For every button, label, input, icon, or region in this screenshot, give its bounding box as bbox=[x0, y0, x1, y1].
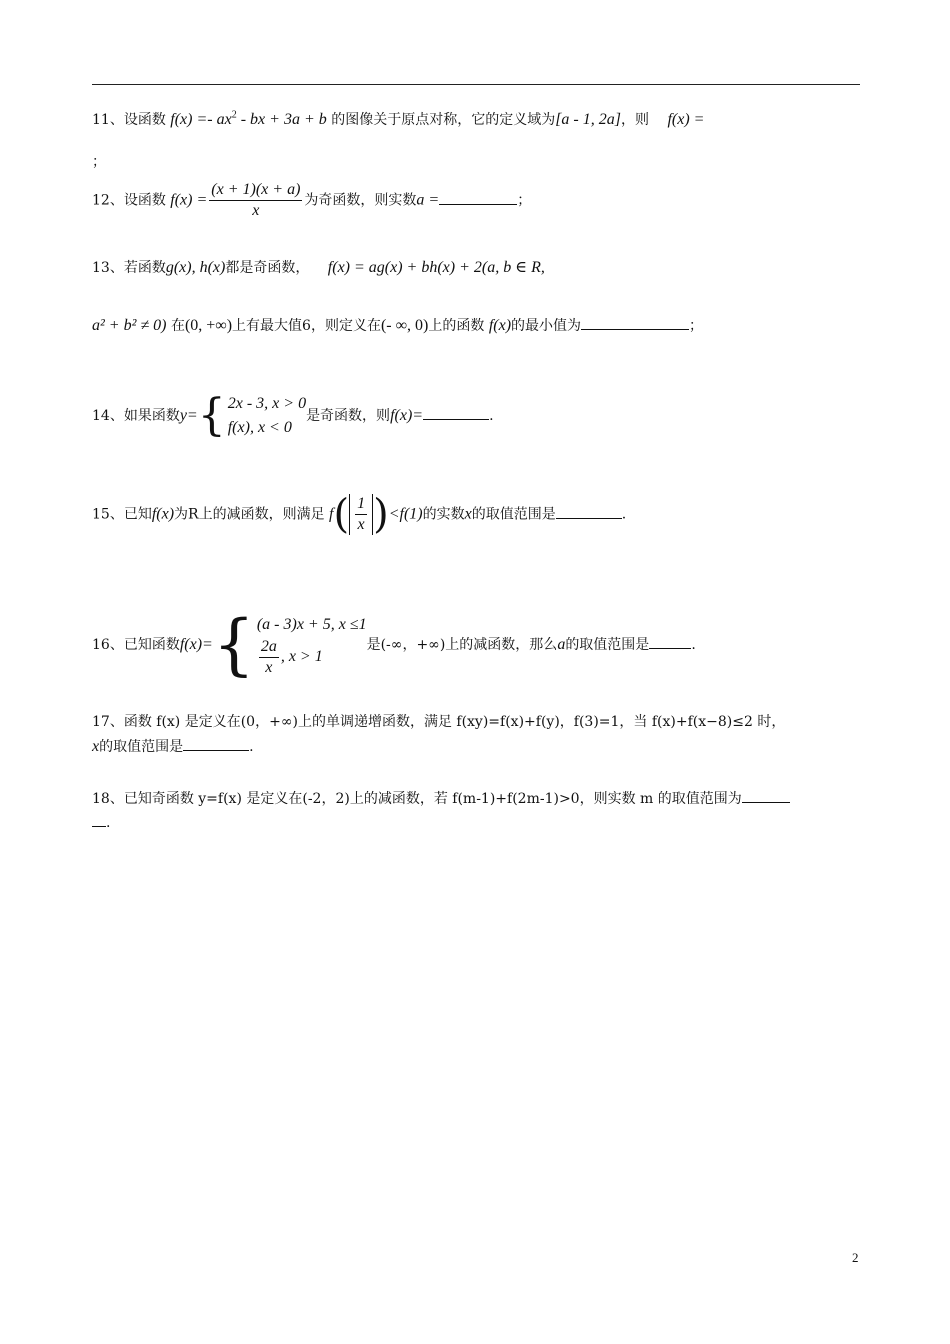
question-18-line-1: 18、已知奇函数 y=f(x) 是定义在(-2，2)上的减函数，若 f(m-1)+f(2m-1)>0，则实数 m 的取值范围为 bbox=[92, 788, 790, 809]
q12-number: 12、设函数 bbox=[92, 192, 166, 209]
q16-answer-blank[interactable] bbox=[649, 634, 691, 649]
q16-piecewise: { (a - 3)x + 5, x ≤1 $\frac{2a}{x}$ , x > 1 bbox=[212, 606, 367, 683]
q11-ask: f(x) = bbox=[667, 111, 705, 128]
question-13-line-1: 13、若函数g(x), h(x)都是奇函数， f(x) = ag(x) + bh(x) + 2(a, b ∈ R, bbox=[92, 259, 545, 276]
q12-text: 为奇函数，则实数 bbox=[304, 192, 417, 209]
q15-answer-blank[interactable] bbox=[556, 504, 622, 519]
question-18-line-2: . bbox=[92, 812, 110, 833]
q11-number: 11、设函数 bbox=[92, 112, 166, 128]
q18-answer-blank-cont[interactable] bbox=[92, 812, 106, 827]
q11-function: $f(x) =- ax^2$ - bx + 3a + b bbox=[170, 109, 327, 128]
q12-ask: a = bbox=[416, 191, 440, 209]
q11-domain: [a - 1, 2a] bbox=[555, 111, 621, 128]
q12-answer-blank[interactable] bbox=[439, 190, 517, 205]
question-16: 16、已知函数f(x)= { (a - 3)x + 5, x ≤1 $\frac{2a}{x}$ , x > 1 是(-∞，+∞)上的减函数，那么a的取值范围是 . bbox=[92, 606, 696, 683]
q12-fraction: $\frac{(x + 1)(x + a)}{x}$ bbox=[211, 181, 301, 219]
page-number: 2 bbox=[852, 1250, 859, 1265]
q17-answer-blank[interactable] bbox=[183, 736, 249, 751]
question-17-line-2: x的取值范围是 . bbox=[92, 738, 254, 755]
q14-piecewise: { 2x - 3, x > 0 f(x), x < 0 bbox=[197, 390, 307, 441]
question-14: 14、如果函数y= { 2x - 3, x > 0 f(x), x < 0 是奇函数，则f(x)= . bbox=[92, 390, 494, 441]
question-11 bbox=[92, 110, 704, 130]
q18-answer-blank[interactable] bbox=[742, 788, 790, 803]
q13-answer-blank[interactable] bbox=[581, 315, 689, 330]
question-15: 15、已知f(x)为R上的减函数，则满足 f( $\frac{1}{x}$ )<f(1)的实数x的取值范围是 . bbox=[92, 491, 627, 538]
q12-lhs: f(x) = bbox=[170, 191, 208, 209]
q11-end: ； bbox=[92, 154, 106, 170]
question-12 bbox=[92, 180, 531, 221]
q11-then: ，则 bbox=[620, 112, 649, 128]
header-rule bbox=[92, 84, 860, 85]
question-17-line-1: 17、函数 f(x) 是定义在(0，+∞)上的单调递增函数，满足 f(xy)=f(x)+f(y)，f(3)=1，当 f(x)+f(x−8)≤2 时， bbox=[92, 714, 786, 730]
q12-end: ； bbox=[517, 192, 532, 209]
q14-answer-blank[interactable] bbox=[423, 405, 489, 420]
question-13-line-2: a² + b² ≠ 0) 在(0, +∞)上有最大值6，则定义在(- ∞, 0)上的函数 f(x)的最小值为 ； bbox=[92, 317, 704, 334]
q11-text: 的图像关于原点对称，它的定义域为 bbox=[331, 112, 556, 128]
